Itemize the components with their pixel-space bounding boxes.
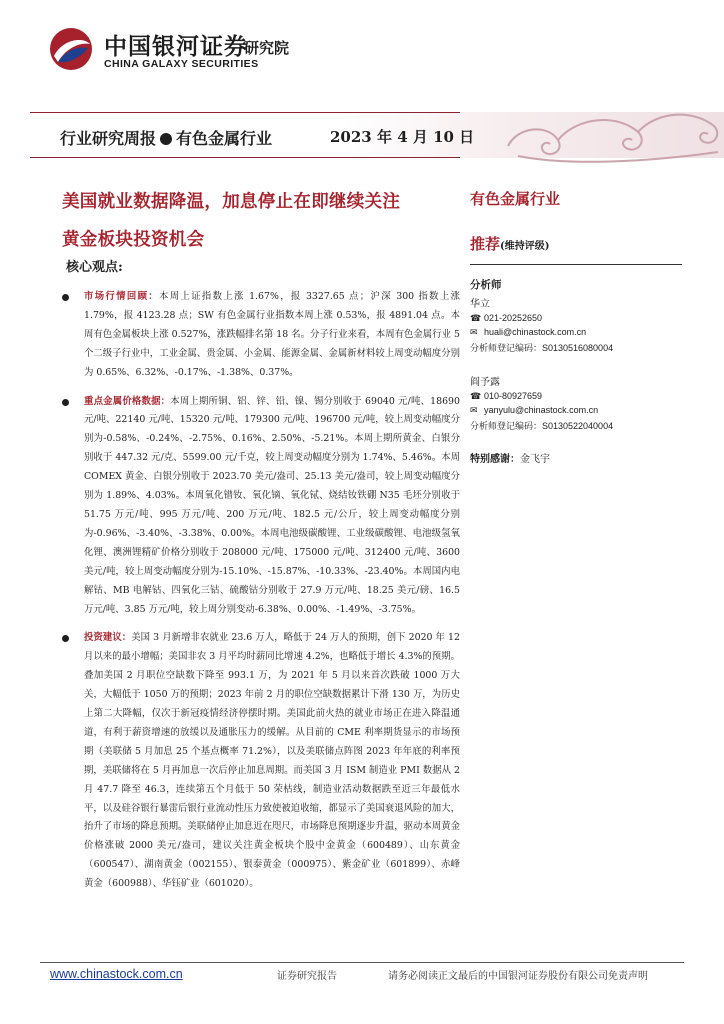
report-date: 2023 年 4 月 10 日 [330,128,475,146]
company-name-cn: 中国银河证券 [104,34,248,60]
sidebar-industry: 有色金属行业 [470,190,561,208]
department-name: 研究院 [244,39,290,57]
analyst-phone [470,391,682,402]
analyst-registration: 分析师登记编码：S0130516080004 [470,343,614,353]
rating [470,233,682,254]
email-icon: ✉ [470,406,478,416]
cloud-pattern-icon [488,96,724,168]
report-title-line-1: 美国就业数据降温，加息停止在即继续关注 [62,192,401,212]
galaxy-logo-icon [48,26,94,72]
analyst-phone-value: 021-20252650 [484,313,543,323]
analyst-phone [470,313,682,324]
bullet-dot-icon [160,133,172,145]
core-views-heading: 核心观点: [66,260,123,275]
bullet-dot-icon [62,294,69,301]
paragraph-text: 美国 3 月新增非农就业 23.6 万人，略低于 24 万人的预期，创下 2020 年 12 月以来的最小增幅；美国非农 3 月平均时薪同比增速 4.2%，也略低于增长 4.3%的预期。叠加美国 2 月职位空缺数下降至 993.1 万，为 2021 年 5 月以来首次跌破 1000 万大关，大幅低于 1050 万的预期；2023 年前 2 月的职位空缺数据累计下滑 130 万，为历史上第二大降幅，仅次于新冠疫情经济停摆时期。美国此前火热的就业市场正在进入降温通道，有利于薪资增速的放缓以及通胀压力的缓解。从目前的 CME 利率期货显示的市场预期（美联储 5 月加息 25 个基点概率 71.2%），以及美联储点阵图 2023 年年底的利率预期，美联储将在 5 月再加息一次后停止加息周期。而美国 3 月 ISM 制造业 PMI 数据从 2 月 47.7 降至 46.3，连续第五个月低于 50 荣枯线，制造业活动数据跌至近三年最低水平，以及硅谷银行暴雷后银行业流动性压力致使被迫收缩，都显示了美国衰退风险的加大，抬升了市场的降息预期。美联储停止加息近在咫尺，市场降息预期逐步升温，驱动本周黄金价格涨破 2000 美元/盎司，建议关注黄金板块个股中金黄金（600489）、山东黄金（600547）、湖南黄金（002155）、银泰黄金（000975）、紫金矿业（601899）、赤峰黄金（600988）、华钰矿业（601020）。 [84,632,460,890]
analyst-registration: 分析师登记编码：S0130522040004 [470,421,614,431]
analyst-email[interactable] [470,405,682,416]
sidebar-divider [470,264,682,265]
bullet-dot-icon [62,635,69,642]
analyst-email-value[interactable]: huali@chinastock.com.cn [484,327,587,337]
footer-report-label: 证券研究报告 [277,971,337,982]
spacer [470,354,682,370]
banner-divider [30,157,460,158]
report-header [0,0,724,160]
analyst-name: 华立 [470,299,490,310]
paragraph-text: 本周上证指数上涨 1.67%，报 3327.65 点；沪深 300 指数上涨 1.79%，报 4123.28 点；SW 有色金属行业指数本周上涨 0.53%，报 4891.04 点。本周有色金属板块上涨 0.527%，涨跌幅排名第 18 名。分子行业来看，本周有色金属行业 5 个二级子行业中，工业金属、贵金属、小金属、能源金属、金属新材料较上周变动幅度分别为 0.65%、6.32%、-0.17%、-1.38%、0.37%。 [84,291,460,378]
analyst-email-value[interactable]: yanyulu@chinastock.com.cn [484,405,599,415]
special-thanks [470,450,682,465]
paragraph-market-review [60,288,460,383]
report-body [60,278,460,894]
email-icon: ✉ [470,328,478,338]
rating-note: (维持评级) [500,241,550,252]
report-type [60,126,272,149]
banner-divider [30,112,460,113]
paragraph-text: 本周上期所铜、铝、锌、铅、镍、锡分别收于 69040 元/吨、18690 元/吨、22140 元/吨、15320 元/吨、179300 元/吨、196700 元/吨，较上周变动幅度分别为-0.58%、-0.24%、-2.75%、0.16%、2.50%、-5.21%。本周上期所黄金、白银分别收于 447.32 元/克、5599.00 元/千克，较上周变动幅度分别为 1.74%、5.46%。本周 COMEX 黄金、白银分别收于 2023.70 美元/盎司、25.13 美元/盎司，较上周变动幅度分别为 1.89%、4.03%。本周氧化镨钕、氧化镝、氧化铽、烧结钕铁硼 N35 毛坯分别收于 51.75 万元/吨、995 万元/吨、200 万元/吨、182.5 元/公斤，较上周变动幅度分别为-0.96%、-3.40%、-3.38%、0.00%。本周电池级碳酸锂、工业级碳酸锂、电池级氢氧化锂、澳洲锂精矿价格分别收于 208000 元/吨、175000 元/吨、312400 元/吨、3600 美元/吨，较上周变动幅度分别为-15.10%、-15.87%、-10.33%、-23.40%。本周国内电解钴、MB 电解钴、四氧化三钴、硫酸钴分别收于 27.9 万元/吨、18.25 美元/磅、16.5 万元/吨、3.85 万元/吨，较上周分别变动-6.38%、0.00%、-1.49%、-3.75%。 [84,395,460,615]
paragraph-lead: 市场行情回顾： [84,291,160,302]
report-title-line-2: 黄金板块投资机会 [62,230,205,250]
special-thanks-name: 金飞宇 [520,454,550,465]
rating-value: 推荐 [470,235,501,253]
phone-icon: ☎ [470,392,482,402]
analyst-name: 阎予露 [470,377,500,388]
industry-label: 有色金属行业 [176,129,273,148]
analyst-heading: 分析师 [470,279,502,291]
paragraph-lead: 投资建议： [84,632,132,644]
company-name-en: CHINA GALAXY SECURITIES [104,58,259,70]
sidebar [470,188,682,465]
paragraph-investment-advice [60,629,460,894]
analyst-phone-value: 010-80927659 [484,391,543,401]
footer-disclaimer: 请务必阅读正文最后的中国银河证券股份有限公司免责声明 [388,971,648,982]
phone-icon: ☎ [470,314,482,324]
footer-divider [40,962,684,963]
bullet-dot-icon [62,399,69,406]
footer-website-link[interactable]: www.chinastock.com.cn [50,967,183,981]
report-type-label: 行业研究周报 [60,129,157,148]
paragraph-lead: 重点金属价格数据： [84,395,171,407]
special-thanks-label: 特别感谢： [470,454,520,465]
analyst-email[interactable] [470,327,682,338]
paragraph-metal-prices [60,393,460,620]
